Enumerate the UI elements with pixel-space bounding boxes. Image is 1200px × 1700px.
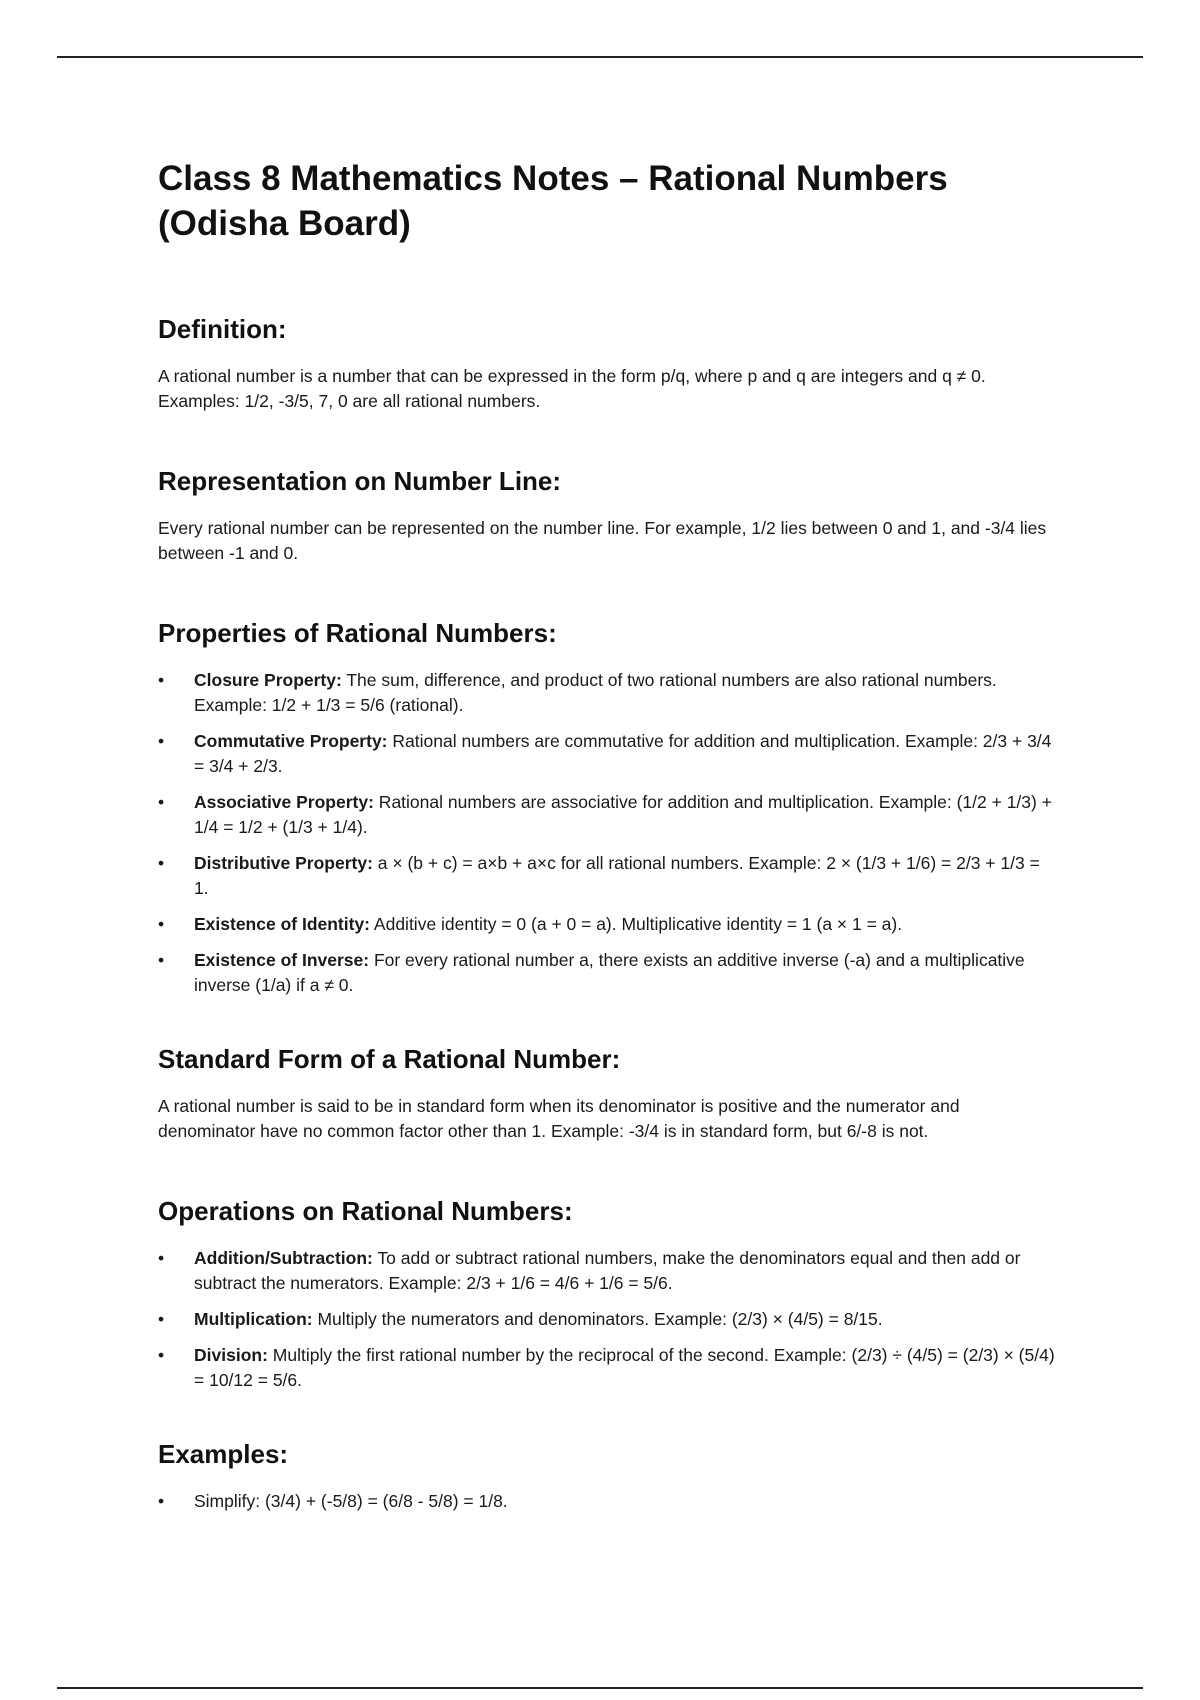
section-paragraph: A rational number is said to be in standard form when its denominator is positive and the numerator and denominator have no common factor other than 1. Example: -3/4 is in standard form, but 6/-8 is not. — [158, 1096, 960, 1141]
bullet-icon: • — [158, 1491, 165, 1511]
item-text: Multiply the first rational number by the reciprocal of the second. Example: (2/3) ÷ (4/5) = (2/3) × (5/4) = 10/12 = 5/6. — [194, 1345, 1055, 1390]
item-text: Rational numbers are commutative for addition and multiplication. Example: 2/3 + 3/4 = 3/4 + 2/3. — [194, 731, 1052, 776]
operations-list — [158, 1246, 1058, 1393]
bullet-icon: • — [158, 914, 165, 934]
bullet-icon: • — [158, 731, 165, 751]
properties-list — [158, 668, 1058, 998]
item-text: To add or subtract rational numbers, make the denominators equal and then add or subtract the numerators. Example: 2/3 + 1/6 = 4/6 + 1/6 = 5/6. — [194, 1248, 1021, 1293]
item-label: Distributive Property: — [194, 853, 373, 873]
list-item — [158, 1307, 1058, 1332]
page-title: Class 8 Mathematics Notes – Rational Numbers (Odisha Board) — [158, 159, 948, 243]
list-item — [158, 912, 1058, 937]
bullet-icon: • — [158, 1248, 165, 1268]
item-text: Simplify: (3/4) + (-5/8) = (6/8 - 5/8) = 1/8. — [194, 1491, 508, 1511]
section-operations — [158, 1194, 1058, 1393]
list-item — [158, 1343, 1058, 1393]
item-text: Multiply the numerators and denominators. Example: (2/3) × (4/5) = 8/15. — [312, 1309, 883, 1329]
section-properties — [158, 616, 1058, 998]
list-item — [158, 790, 1058, 840]
list-item — [158, 851, 1058, 901]
bullet-icon: • — [158, 792, 165, 812]
bullet-icon: • — [158, 1345, 165, 1365]
item-label: Commutative Property: — [194, 731, 388, 751]
section-examples — [158, 1437, 1058, 1514]
item-label: Multiplication: — [194, 1309, 313, 1329]
section-heading: Operations on Rational Numbers: — [158, 1196, 573, 1226]
section-heading: Standard Form of a Rational Number: — [158, 1044, 621, 1074]
item-text: For every rational number a, there exists an additive inverse (-a) and a multiplicative inverse (1/a) if a ≠ 0. — [194, 950, 1025, 995]
section-definition — [158, 312, 1058, 414]
section-heading: Representation on Number Line: — [158, 466, 562, 496]
section-paragraph: Every rational number can be represented on the number line. For example, 1/2 lies between 0 and 1, and -3/4 lies between -1 and 0. — [158, 518, 1047, 563]
document-body — [158, 156, 1058, 1525]
section-number-line — [158, 464, 1058, 566]
section-heading: Examples: — [158, 1439, 289, 1469]
item-label: Division: — [194, 1345, 268, 1365]
item-text: Rational numbers are associative for addition and multiplication. Example: (1/2 + 1/3) + 1/4 = 1/2 + (1/3 + 1/4). — [194, 792, 1052, 837]
item-text: Additive identity = 0 (a + 0 = a). Multiplicative identity = 1 (a × 1 = a). — [370, 914, 903, 934]
item-label: Associative Property: — [194, 792, 374, 812]
item-text: The sum, difference, and product of two rational numbers are also rational numbers. Example: 1/2 + 1/3 = 5/6 (rational). — [194, 670, 997, 715]
section-paragraph: A rational number is a number that can be expressed in the form p/q, where p and q are integers and q ≠ 0. Examples: 1/2, -3/5, 7, 0 are all rational numbers. — [158, 366, 986, 411]
bullet-icon: • — [158, 950, 165, 970]
bullet-icon: • — [158, 670, 165, 690]
item-label: Closure Property: — [194, 670, 342, 690]
item-label: Existence of Identity: — [194, 914, 371, 934]
section-heading: Definition: — [158, 314, 287, 344]
list-item — [158, 1489, 1058, 1514]
top-divider — [57, 56, 1143, 58]
examples-list — [158, 1489, 1058, 1514]
section-standard-form — [158, 1042, 1058, 1144]
list-item — [158, 668, 1058, 718]
list-item — [158, 729, 1058, 779]
bullet-icon: • — [158, 853, 165, 873]
section-heading: Properties of Rational Numbers: — [158, 618, 557, 648]
item-label: Existence of Inverse: — [194, 950, 370, 970]
bullet-icon: • — [158, 1309, 165, 1329]
list-item — [158, 1246, 1058, 1296]
item-label: Addition/Subtraction: — [194, 1248, 373, 1268]
list-item — [158, 948, 1058, 998]
bottom-divider — [57, 1687, 1143, 1689]
item-text: a × (b + c) = a×b + a×c for all rational numbers. Example: 2 × (1/3 + 1/6) = 2/3 + 1/3 = 1. — [194, 853, 1040, 898]
